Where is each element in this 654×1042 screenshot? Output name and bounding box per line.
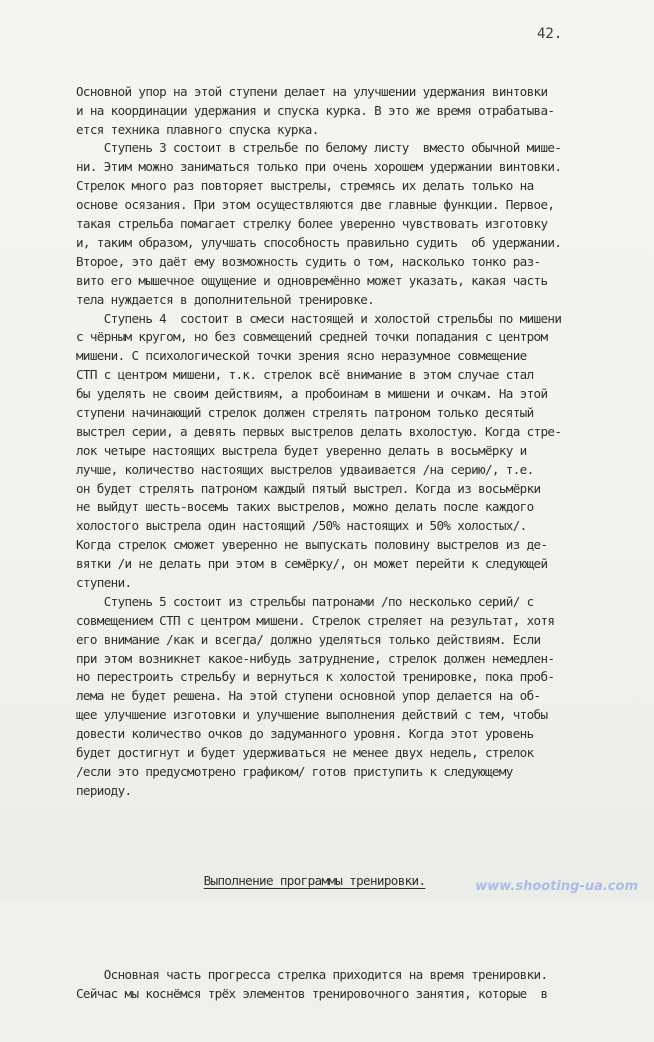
text-line: вито его мышечное ощущение и одновремённо может указать, какая часть <box>76 272 548 288</box>
text-line: ступени начинающий стрелок должен стрелять патроном только десятый <box>76 404 534 420</box>
text-line: основе осязания. При этом осуществляются две главные функции. Первое, <box>76 197 555 213</box>
text-line: Ступень 4 состоит в смеси настоящей и холостой стрельбы по мишени <box>76 310 562 326</box>
text-line: лок четыре настоящих выстрела будет уверенно делать в восьмёрку и <box>76 442 527 458</box>
text-line: но перестроить стрельбу и вернуться к холостой тренировке, пока проб- <box>76 669 555 685</box>
text-line: лучше, количество настоящих выстрелов удваивается /на серию/, т.е. <box>76 461 534 477</box>
text-line: лема не будет решена. На этой ступени основной упор делается на об- <box>76 688 541 704</box>
text-line: его внимание /как и всегда/ должно уделяться только действиям. Если <box>76 631 541 647</box>
paragraph-block-main <box>76 83 636 801</box>
text-line: и на координации удержания и спуска курка. В это же время отрабатыва- <box>76 102 555 118</box>
text-line: Сейчас мы коснёмся трёх элементов тренировочного занятия, которые в <box>76 985 548 1001</box>
text-line: и, таким образом, улучшать способность правильно судить об удержании. <box>76 234 562 250</box>
text-line: Ступень 3 состоит в стрельбе по белому листу вместо обычной мише- <box>76 140 562 156</box>
text-line: СТП с центром мишени, т.к. стрелок всё внимание в этом случае стал <box>76 367 534 383</box>
text-line: щее улучшение изготовки и улучшение выполнения действий с тем, чтобы <box>76 707 548 723</box>
text-line: ется техника плавного спуска курка. <box>76 121 319 137</box>
text-line: мишени. С психологической точки зрения ясно неразумное совмещение <box>76 348 527 364</box>
paragraph-block-after-heading <box>76 966 636 1004</box>
text-line: довести количество очков до задуманного уровня. Когда этот уровень <box>76 726 534 742</box>
text-line: он будет стрелять патроном каждый пятый выстрел. Когда из восьмёрки <box>76 480 541 496</box>
text-line: холостого выстрела один настоящий /50% настоящих и 50% холостых/. <box>76 518 527 534</box>
text-line: Основной упор на этой ступени делает на улучшении удержания винтовки <box>76 83 548 99</box>
text-line: Ступень 5 состоит из стрельбы патронами /по несколько серий/ с <box>76 593 534 609</box>
text-line: Второе, это даёт ему возможность судить о том, насколько тонко раз- <box>76 253 541 269</box>
text-line: ни. Этим можно заниматься только при очень хорошем удержании винтовки. <box>76 159 562 175</box>
text-line: Когда стрелок сможет уверенно не выпускать половину выстрелов из де- <box>76 537 548 553</box>
text-line: не выйдут шесть-восемь таких выстрелов, можно делать после каждого <box>76 499 534 515</box>
text-line: вятки /и не делать при этом в семёрку/, он может перейти к следующей <box>76 556 548 572</box>
text-line: периоду. <box>76 782 132 798</box>
text-line: Стрелок много раз повторяет выстрелы, стремясь их делать только на <box>76 178 534 194</box>
text-line: с чёрным кругом, но без совмещений средней точки попадания с центром <box>76 329 548 345</box>
text-line: совмещением СТП с центром мишени. Стрелок стреляет на результат, хотя <box>76 612 555 628</box>
text-line: будет достигнут и будет удерживаться не менее двух недель, стрелок <box>76 744 534 760</box>
text-line: при этом возникнет какое-нибудь затруднение, стрелок должен немедлен- <box>76 650 555 666</box>
text-line: выстрел серии, а девять первых выстрелов делать вхолостую. Когда стре- <box>76 423 562 439</box>
section-heading-text: Выполнение программы тренировки. <box>203 873 426 889</box>
text-line: Основная часть прогресса стрелка приходится на время тренировки. <box>76 967 548 982</box>
text-line: бы уделять не своим действиям, а пробоинам в мишени и очкам. На этой <box>76 386 548 402</box>
text-line: такая стрельба помагает стрелку более уверенно чувствовать изготовку <box>76 216 548 232</box>
text-line: ступени. <box>76 574 132 590</box>
text-line: /если это предусмотрено графиком/ готов приступить к следующему <box>76 763 513 779</box>
page-number: 42. <box>537 26 563 42</box>
site-watermark: www.shooting-ua.com <box>475 879 638 894</box>
text-line: тела нуждается в дополнительной тренировке. <box>76 291 375 307</box>
